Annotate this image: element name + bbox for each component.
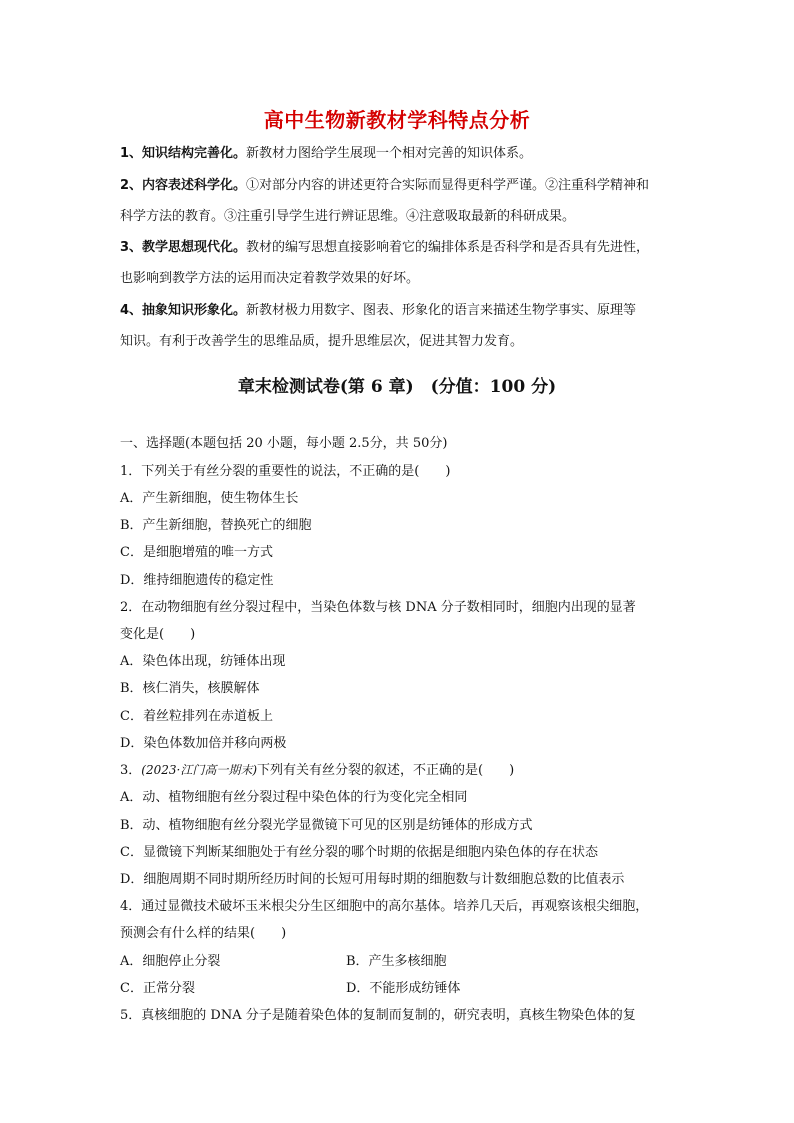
question-3-option-d: D．细胞周期不同时期所经历时间的长短可用每时期的细胞数与计数细胞总数的比值表示 [120,872,625,887]
question-4-option-b: B．产生多核细胞 [346,954,447,969]
question-source: (2023·江门高一期末) [141,763,257,777]
question-4-option-a: A．细胞停止分裂 [120,954,221,969]
question-1-option-c: C．是细胞增殖的唯一方式 [120,545,273,560]
feature-text: ①对部分内容的讲述更符合实际而显得更科学严谨。②注重科学精神和 [246,178,650,193]
question-2-option-a: A．染色体出现，纺锤体出现 [120,654,286,669]
question-2-stem-cont: 变化是( ) [120,627,196,642]
feature-1 [120,138,680,169]
feature-text: 也影响到教学方法的运用而决定着教学效果的好坏。 [120,271,420,286]
question-3-option-a: A．动、植物细胞有丝分裂过程中染色体的行为变化完全相同 [120,790,468,805]
page-title: 高中生物新教材学科特点分析 [263,108,531,132]
feature-heading: 2、内容表述科学化。 [120,178,247,193]
question-4-option-c: C．正常分裂 [120,981,195,996]
feature-3 [120,232,680,294]
feature-text: 新教材力图给学生展现一个相对完善的知识体系。 [246,146,533,161]
feature-2 [120,170,680,232]
feature-text: 新教材极力用数字、图表、形象化的语言来描述生物学事实、原理等 [246,303,637,318]
question-1-stem: 1．下列关于有丝分裂的重要性的说法，不正确的是( ) [120,464,451,479]
feature-text: 科学方法的教育。③注重引导学生进行辨证思维。④注意吸取最新的科研成果。 [120,209,576,224]
feature-4 [120,295,680,357]
question-5-stem: 5．真核细胞的 DNA 分子是随着染色体的复制而复制的，研究表明，真核生物染色体的复 [120,1008,636,1023]
question-2-option-b: B．核仁消失，核膜解体 [120,681,260,696]
feature-text: 知识。有利于改善学生的思维品质，提升思维层次，促进其智力发育。 [120,334,524,349]
exam-title: 章末检测试卷(第 6 章) (分值：100 分) [237,377,557,397]
question-2-stem: 2．在动物细胞有丝分裂过程中，当染色体数与核 DNA 分子数相同时，细胞内出现的显著 [120,600,636,615]
question-2-option-c: C．着丝粒排列在赤道板上 [120,709,273,724]
question-1-option-b: B．产生新细胞，替换死亡的细胞 [120,518,312,533]
feature-heading: 4、抽象知识形象化。 [120,303,247,318]
question-4-stem: 4．通过显微技术破坏玉米根尖分生区细胞中的高尔基体。培养几天后，再观察该根尖细胞， [120,899,649,914]
question-1-option-a: A．产生新细胞，使生物体生长 [120,491,299,506]
feature-heading: 3、教学思想现代化。 [120,240,247,255]
question-text: 下列有关有丝分裂的叙述，不正确的是( ) [257,763,515,778]
question-3-option-c: C．显微镜下判断某细胞处于有丝分裂的哪个时期的依据是细胞内染色体的存在状态 [120,845,598,860]
question-2-option-d: D．染色体数加倍并移向两极 [120,736,287,751]
question-4-option-d: D．不能形成纺锤体 [346,981,461,996]
section-header: 一、选择题(本题包括 20 小题，每小题 2.5分，共 50分) [120,436,448,451]
feature-text: 教材的编写思想直接影响着它的编排体系是否科学和是否具有先进性， [246,240,650,255]
question-3-option-b: B．动、植物细胞有丝分裂光学显微镜下可见的区别是纺锤体的形成方式 [120,818,533,833]
question-1-option-d: D．维持细胞遗传的稳定性 [120,573,274,588]
question-3-stem [120,759,514,778]
question-number: 3． [120,763,142,778]
feature-heading: 1、知识结构完善化。 [120,146,247,161]
question-4-stem-cont: 预测会有什么样的结果( ) [120,926,287,941]
